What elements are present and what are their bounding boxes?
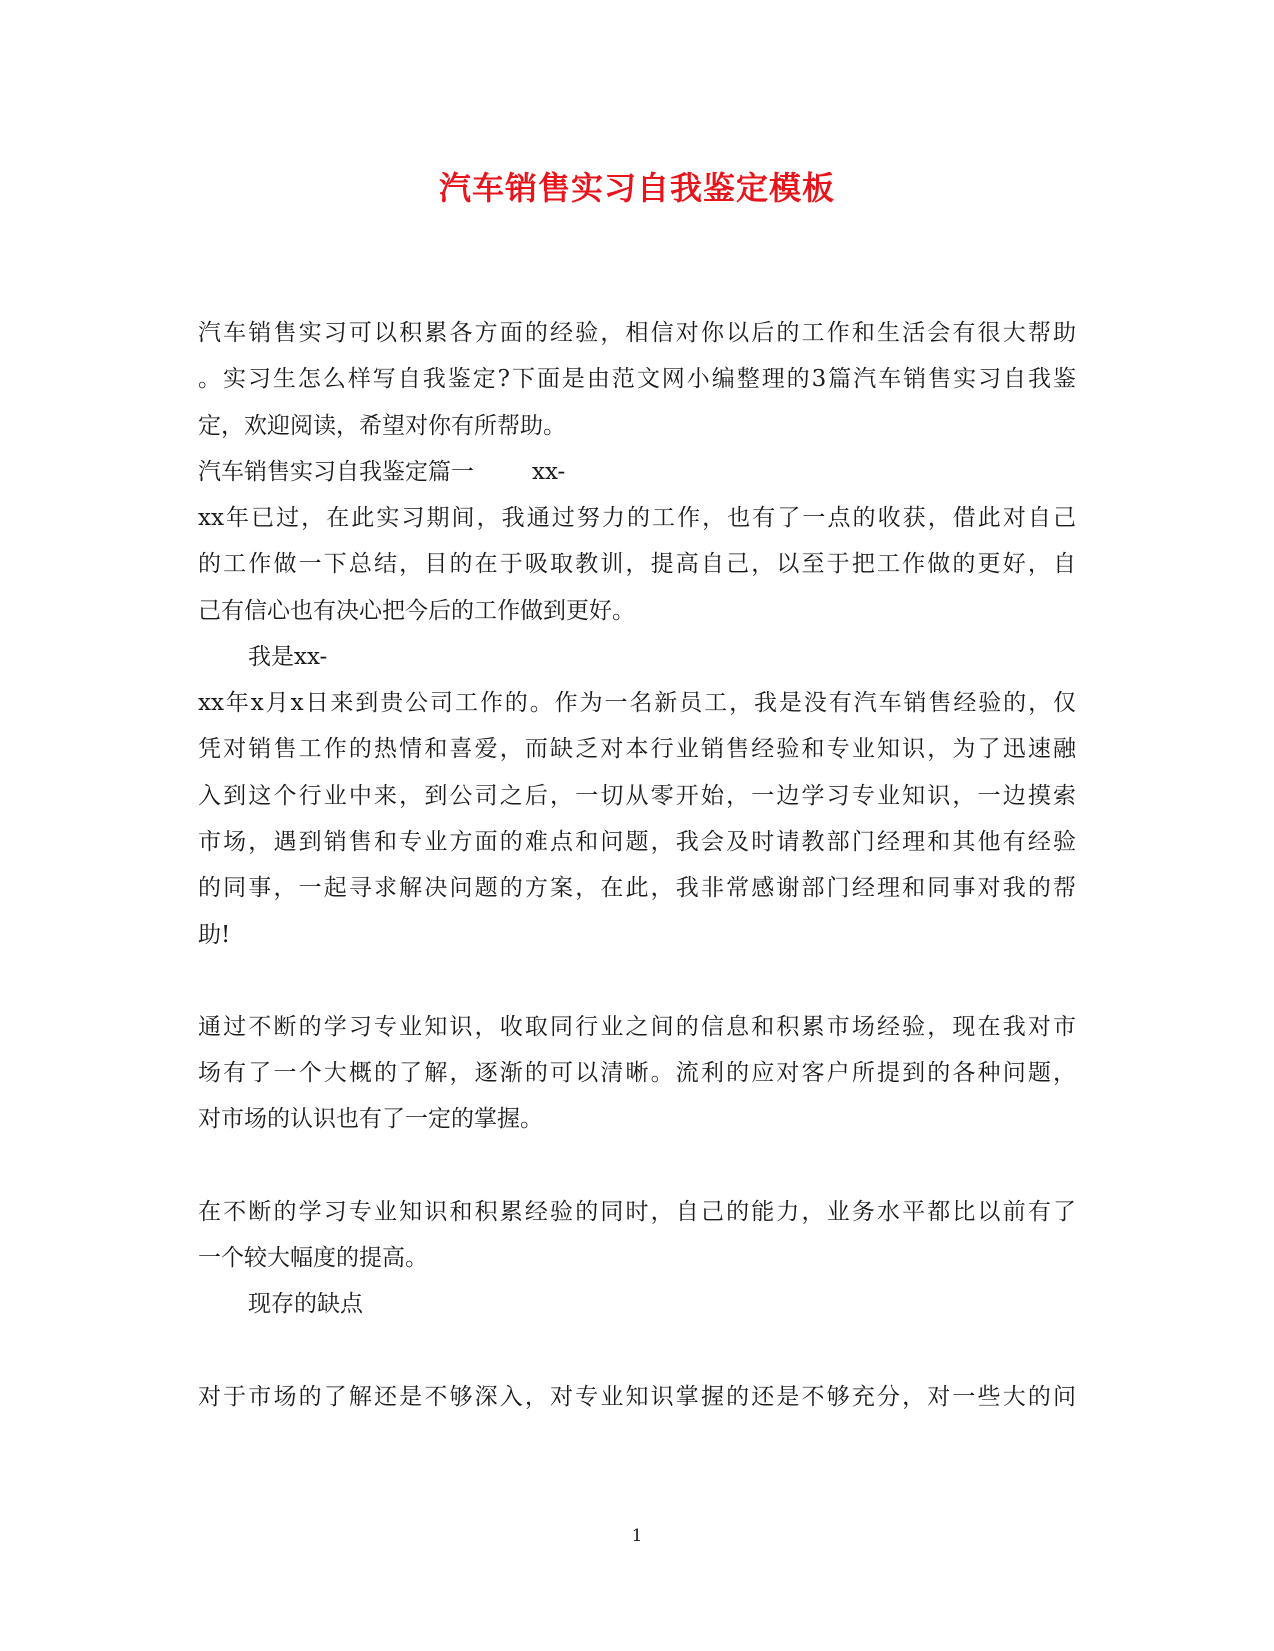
text-line: 在不断的学习专业知识和积累经验的同时，自己的能力，业务水平都比以前有了 xyxy=(198,1199,1076,1225)
text-line: 的工作做一下总结，目的在于吸取教训，提高自己，以至于把工作做的更好，自 xyxy=(198,551,1076,577)
section-heading-suffix: xx- xyxy=(532,459,566,485)
text-line: 入到这个行业中来，到公司之后，一切从零开始，一边学习专业知识，一边摸索 xyxy=(198,783,1076,809)
text-line: 汽车销售实习可以积累各方面的经验，相信对你以后的工作和生活会有很大帮助 xyxy=(198,320,1076,346)
text-line: 对于市场的了解还是不够深入，对专业知识掌握的还是不够充分，对一些大的问 xyxy=(198,1384,1076,1410)
text-line: 己有信心也有决心把今后的工作做到更好。 xyxy=(198,598,635,624)
text-line: xx年已过，在此实习期间，我通过努力的工作，也有了一点的收获，借此对自己 xyxy=(198,505,1076,531)
text-line: 通过不断的学习专业知识，收取同行业之间的信息和积累市场经验，现在我对市 xyxy=(198,1014,1076,1040)
page-number: 1 xyxy=(631,1526,643,1546)
text-line: 一个较大幅度的提高。 xyxy=(198,1245,428,1271)
text-line: 的同事，一起寻求解决问题的方案，在此，我非常感谢部门经理和同事对我的帮 xyxy=(198,875,1076,901)
text-line: 定，欢迎阅读，希望对你有所帮助。 xyxy=(198,413,566,439)
text-line: 对市场的认识也有了一定的掌握。 xyxy=(198,1106,543,1132)
text-line: 助! xyxy=(198,922,231,948)
text-line: 我是xx- xyxy=(248,644,328,670)
text-line: 凭对销售工作的热情和喜爱，而缺乏对本行业销售经验和专业知识，为了迅速融 xyxy=(198,736,1076,762)
text-line: 。实习生怎么样写自我鉴定?下面是由范文网小编整理的3篇汽车销售实习自我鉴 xyxy=(198,366,1076,392)
document-title: 汽车销售实习自我鉴定模板 xyxy=(438,169,835,207)
text-line: 市场，遇到销售和专业方面的难点和问题，我会及时请教部门经理和其他有经验 xyxy=(198,829,1076,855)
section-heading-line xyxy=(198,457,565,487)
subheading: 现存的缺点 xyxy=(248,1291,363,1317)
text-line: xx年x月x日来到贵公司工作的。作为一名新员工，我是没有汽车销售经验的，仅 xyxy=(198,690,1076,716)
section-heading: 汽车销售实习自我鉴定篇一 xyxy=(198,459,474,485)
text-line: 场有了一个大概的了解，逐渐的可以清晰。流利的应对客户所提到的各种问题， xyxy=(198,1060,1076,1086)
